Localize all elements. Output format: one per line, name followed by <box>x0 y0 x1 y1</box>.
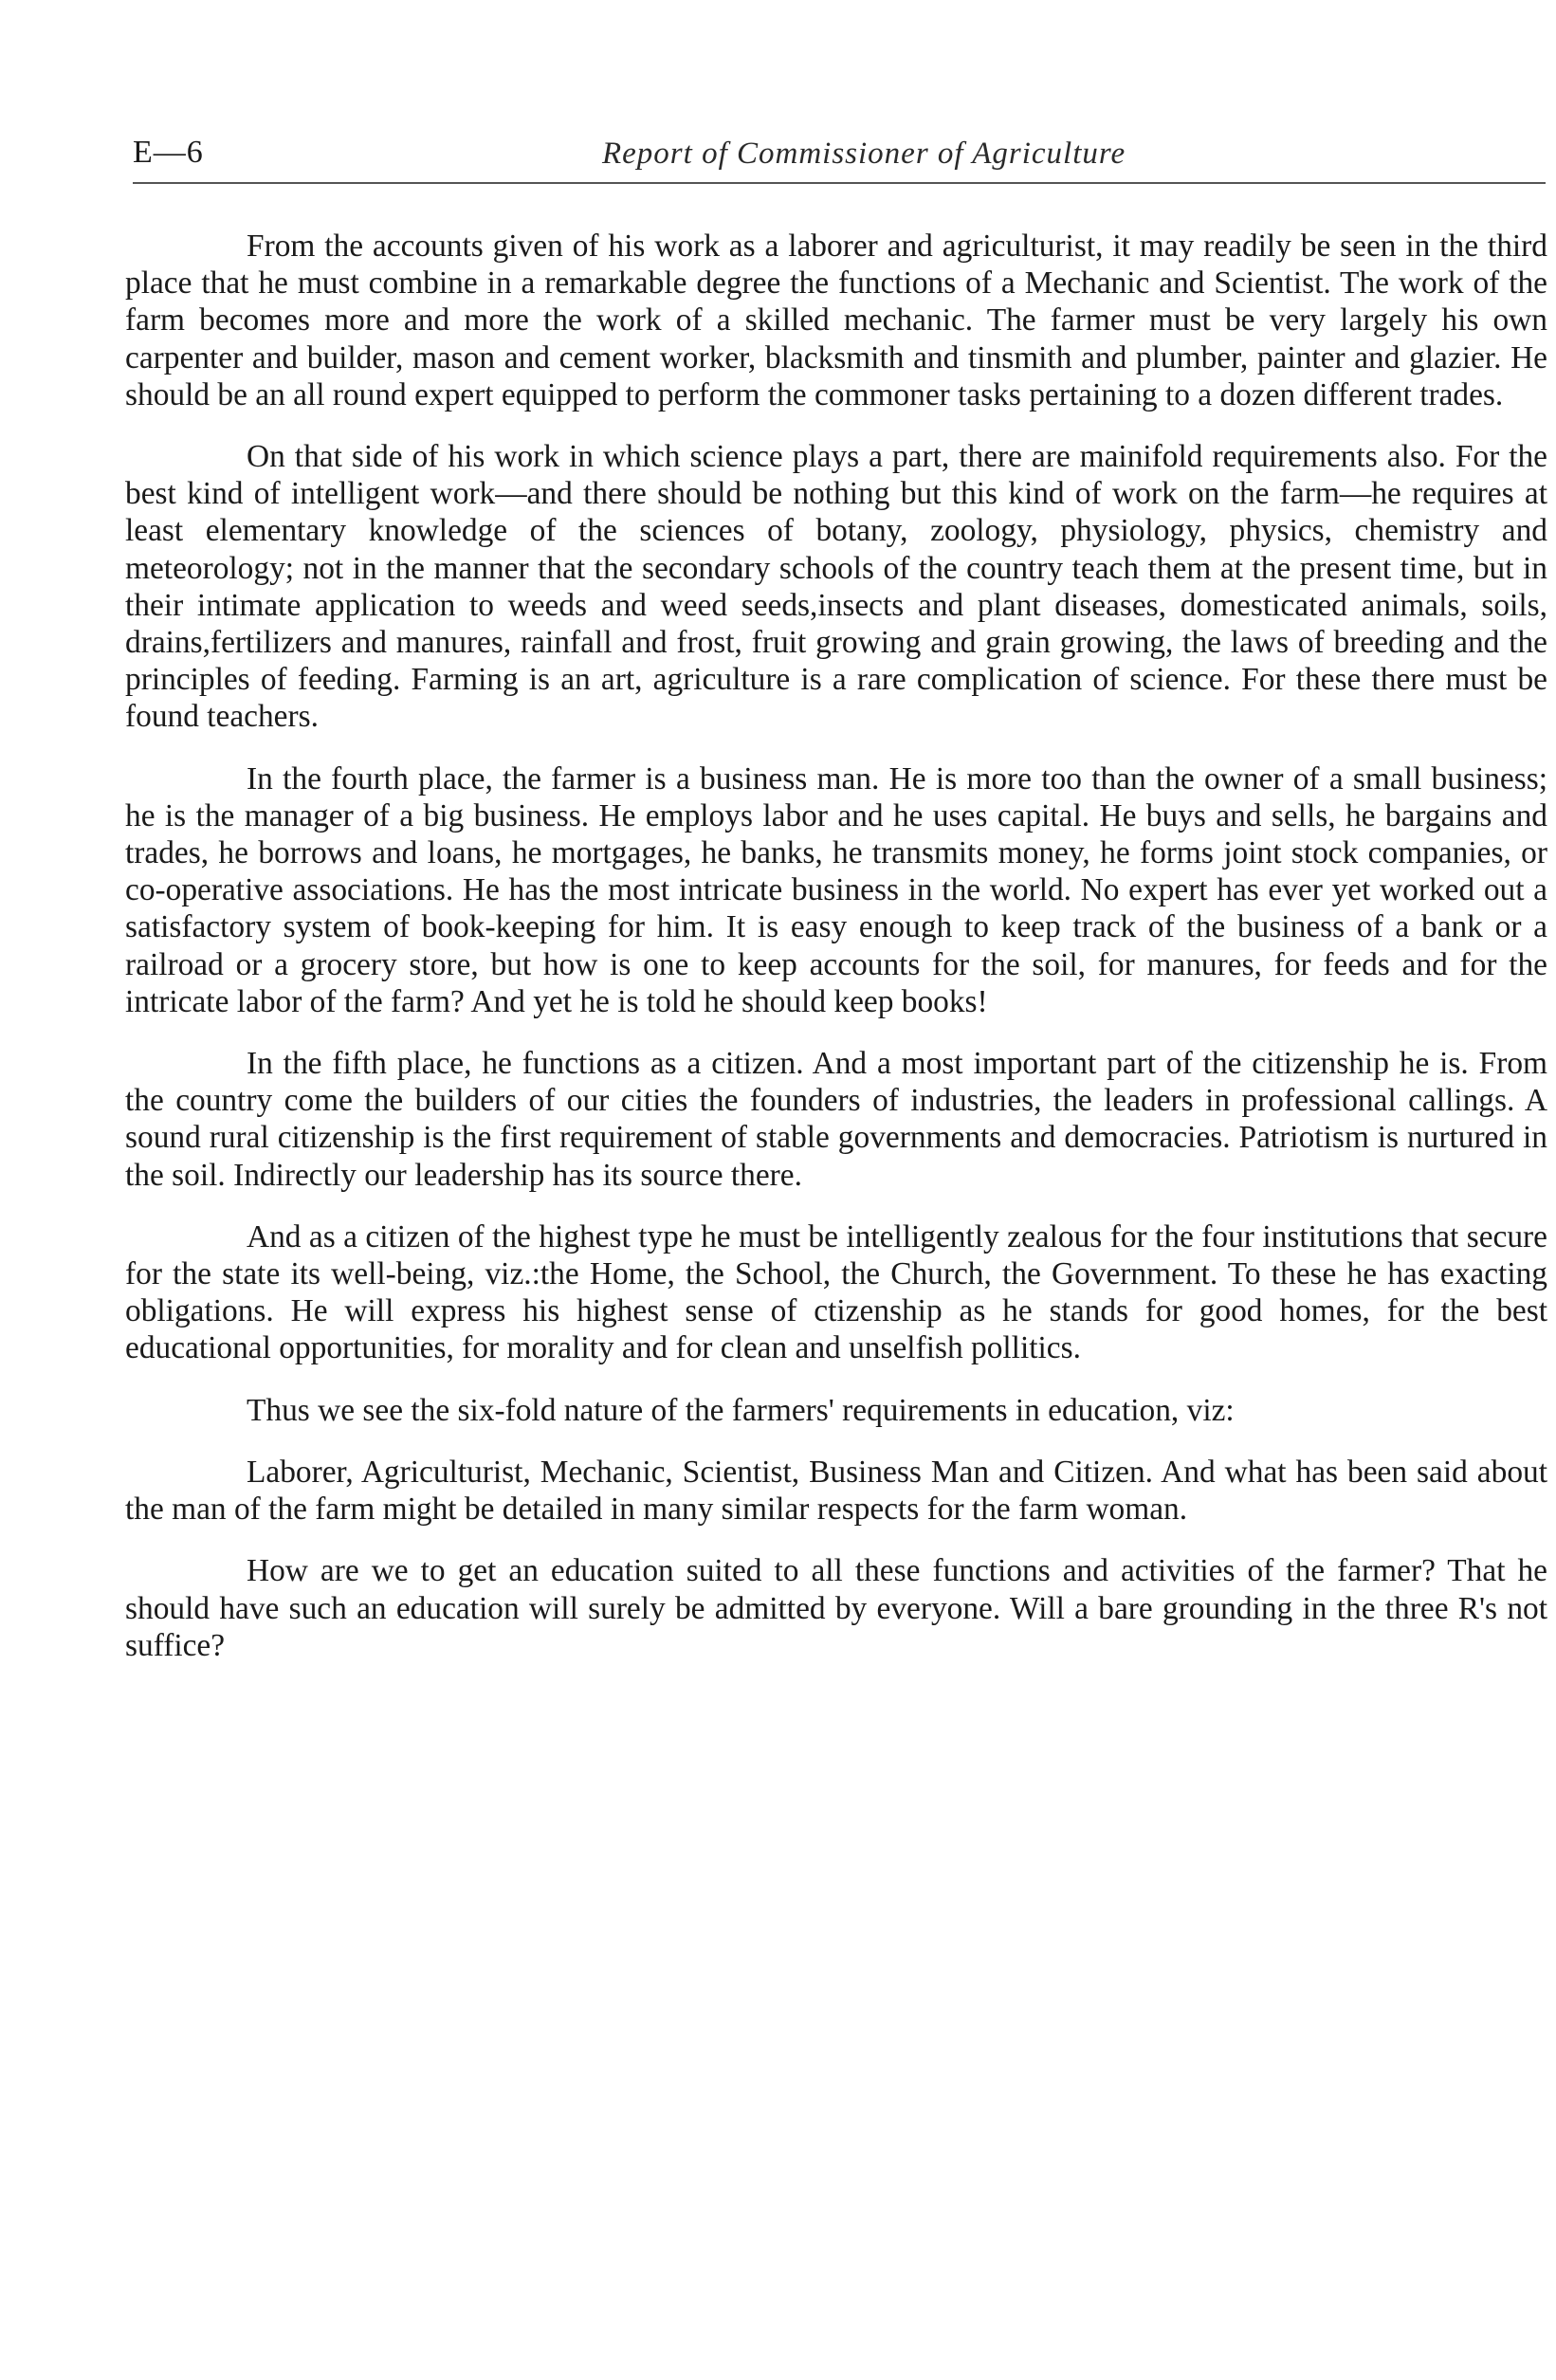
page-number: E—6 <box>133 135 204 170</box>
paragraph-science-requirements: On that side of his work in which science plays a part, there are mainifold requirements also. For the best kind of intelligent work—and there should be nothing but this kind of work on the farm—he requires at least elementary knowledge of the sciences of botany, zoology, physiology, physics, chemistry and meteorology; not in the manner that the secondary schools of the country teach them at the present time, but in their intimate application to weeds and weed seeds,insects and plant diseases, domesticated animals, soils, drains,fertilizers and manures, rainfall and frost, fruit growing and grain growing, the laws of breeding and the principles of feeding. Farming is an art, agriculture is a rare complication of science. For these there must be found teachers. <box>125 439 1547 735</box>
running-title: Report of Commissioner of Agriculture <box>602 137 1126 171</box>
paragraph-citizen: In the fifth place, he functions as a citizen. And a most important part of the citizenship he is. From the country come the builders of our cities the founders of industries, the leaders in professional callings. A sound rural citizenship is the first requirement of stable governments and democracies. Patriotism is nurtured in the soil. Indirectly our leadership has its source there. <box>125 1046 1547 1193</box>
paragraph-business-man: In the fourth place, the farmer is a business man. He is more too than the owner of a small business; he is the manager of a big business. He employs labor and he uses capital. He buys and sells, he bargains and trades, he borrows and loans, he mortgages, he banks, he transmits money, he forms joint stock companies, or co-operative associations. He has the most intricate business in the world. No expert has ever yet worked out a satisfactory system of book-keeping for him. It is easy enough to keep track of the business of a bank or a railroad or a grocery store, but how is one to keep accounts for the soil, for manures, for feeds and for the intricate labor of the farm? And yet he is told he should keep books! <box>125 760 1547 1019</box>
page-header <box>133 135 1546 184</box>
paragraph-six-fold-nature: Thus we see the six-fold nature of the farmers' requirements in education, viz: <box>247 1392 1235 1428</box>
paragraph-roles-list: Laborer, Agriculturist, Mechanic, Scientist, Business Man and Citizen. And what has been said about the man of the farm might be detailed in many similar respects for the farm woman. <box>125 1454 1547 1528</box>
paragraph-mechanic-scientist: From the accounts given of his work as a laborer and agriculturist, it may readily be seen in the third place that he must combine in a remarkable degree the functions of a Mechanic and Scientist. The work of the farm becomes more and more the work of a skilled mechanic. The farmer must be very largely his own carpenter and builder, mason and cement worker, blacksmith and tinsmith and plumber, painter and glazier. He should be an all round expert equipped to perform the commoner tasks pertaining to a dozen different trades. <box>125 229 1547 412</box>
paragraph-education-question: How are we to get an education suited to all these functions and activities of the farmer? That he should have such an education will surely be admitted by everyone. Will a bare grounding in the three R's not suffice? <box>125 1553 1547 1663</box>
paragraph-institutions: And as a citizen of the highest type he must be intelligently zealous for the four institutions that secure for the state its well-being, viz.:the Home, the School, the Church, the Government. To these he has exacting obligations. He will express his highest sense of ctizenship as he stands for good homes, for the best educational opportunities, for morality and for clean and unselfish pollitics. <box>125 1218 1547 1366</box>
body-text <box>125 228 1547 1689</box>
